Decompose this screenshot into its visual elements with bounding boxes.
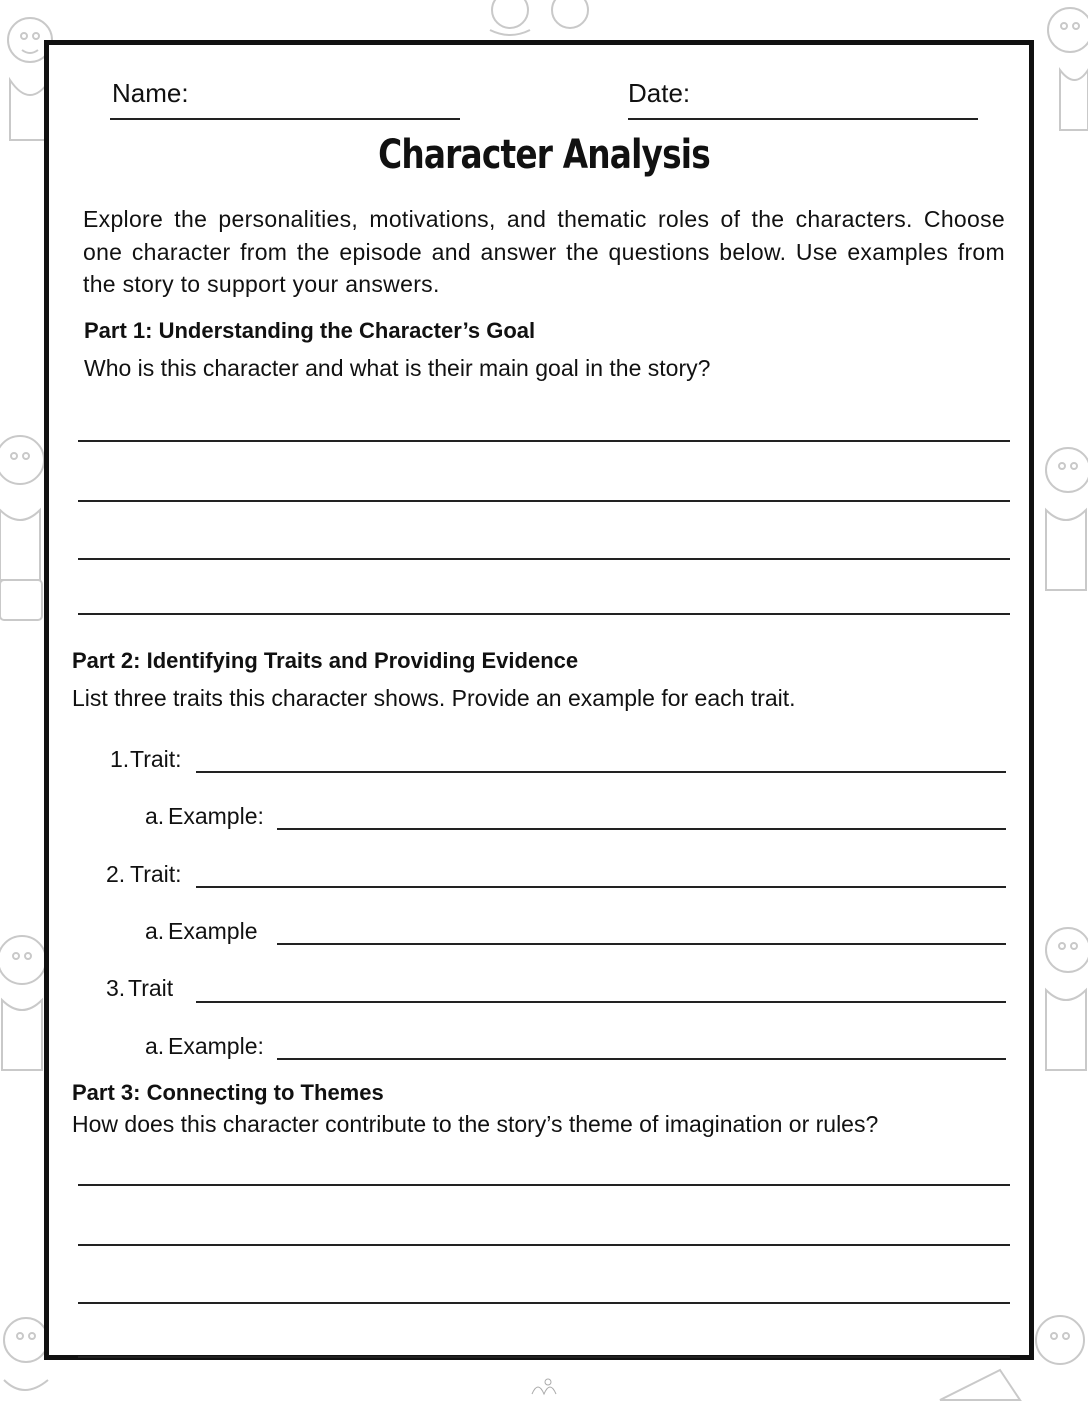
publisher-logo-icon bbox=[528, 1376, 568, 1398]
part1-question: Who is this character and what is their main goal in the story? bbox=[84, 355, 711, 381]
part2-question: List three traits this character shows. Provide an example for each trait. bbox=[72, 685, 796, 711]
name-label: Name: bbox=[112, 78, 189, 108]
part3-answer-line[interactable] bbox=[78, 1184, 1010, 1186]
trait-2-label: Trait: bbox=[130, 861, 182, 887]
doodle-character-right-low-icon bbox=[1040, 890, 1088, 1090]
date-field[interactable] bbox=[628, 118, 978, 120]
example-3-field[interactable] bbox=[277, 1058, 1006, 1060]
name-field[interactable] bbox=[110, 118, 460, 120]
example-2-field[interactable] bbox=[277, 943, 1006, 945]
part1-answer-line[interactable] bbox=[78, 613, 1010, 615]
part3-answer-line[interactable] bbox=[78, 1302, 1010, 1304]
part3-heading: Part 3: Connecting to Themes bbox=[72, 1080, 384, 1105]
example-1-field[interactable] bbox=[277, 828, 1006, 830]
trait-2-field[interactable] bbox=[196, 886, 1006, 888]
part3-question: How does this character contribute to the story’s theme of imagination or rules? bbox=[72, 1111, 879, 1137]
trait-3-number: 3. bbox=[106, 975, 126, 1001]
part3-answer-line[interactable] bbox=[78, 1244, 1010, 1246]
example-1-label: Example: bbox=[168, 803, 264, 829]
doodle-character-top-right-icon bbox=[1040, 0, 1088, 170]
intro-paragraph: Explore the personalities, motivations, and thematic roles of the characters. Choose one character from the episode and answer the questions below. Use examples from the story to support your answers. bbox=[83, 206, 1005, 297]
part1-heading: Part 1: Understanding the Character’s Goal bbox=[84, 318, 536, 343]
trait-3-label: Trait bbox=[128, 975, 174, 1001]
example-2-letter: a. bbox=[145, 918, 165, 944]
doodle-character-right-mid-icon bbox=[1040, 410, 1088, 620]
doodle-character-left-low-icon bbox=[0, 900, 46, 1090]
example-3-label: Example: bbox=[168, 1033, 264, 1059]
part1-answer-line[interactable] bbox=[78, 558, 1010, 560]
trait-1-number: 1. bbox=[110, 746, 130, 772]
trait-2-number: 2. bbox=[106, 861, 126, 887]
doodle-character-top-center-icon bbox=[470, 0, 610, 40]
doodle-character-left-mid-icon bbox=[0, 400, 46, 640]
part1-answer-line[interactable] bbox=[78, 440, 1010, 442]
page-title: Character Analysis bbox=[378, 132, 710, 178]
example-3-letter: a. bbox=[145, 1033, 165, 1059]
trait-1-label: Trait: bbox=[130, 746, 182, 772]
example-2-label: Example bbox=[168, 918, 258, 944]
date-label: Date: bbox=[628, 78, 691, 108]
part3-answer-line[interactable] bbox=[78, 1356, 1010, 1358]
part1-answer-line[interactable] bbox=[78, 500, 1010, 502]
example-1-letter: a. bbox=[145, 803, 165, 829]
part2-heading: Part 2: Identifying Traits and Providing Evidence bbox=[72, 648, 579, 673]
trait-3-field[interactable] bbox=[196, 1001, 1006, 1003]
trait-1-field[interactable] bbox=[196, 771, 1006, 773]
